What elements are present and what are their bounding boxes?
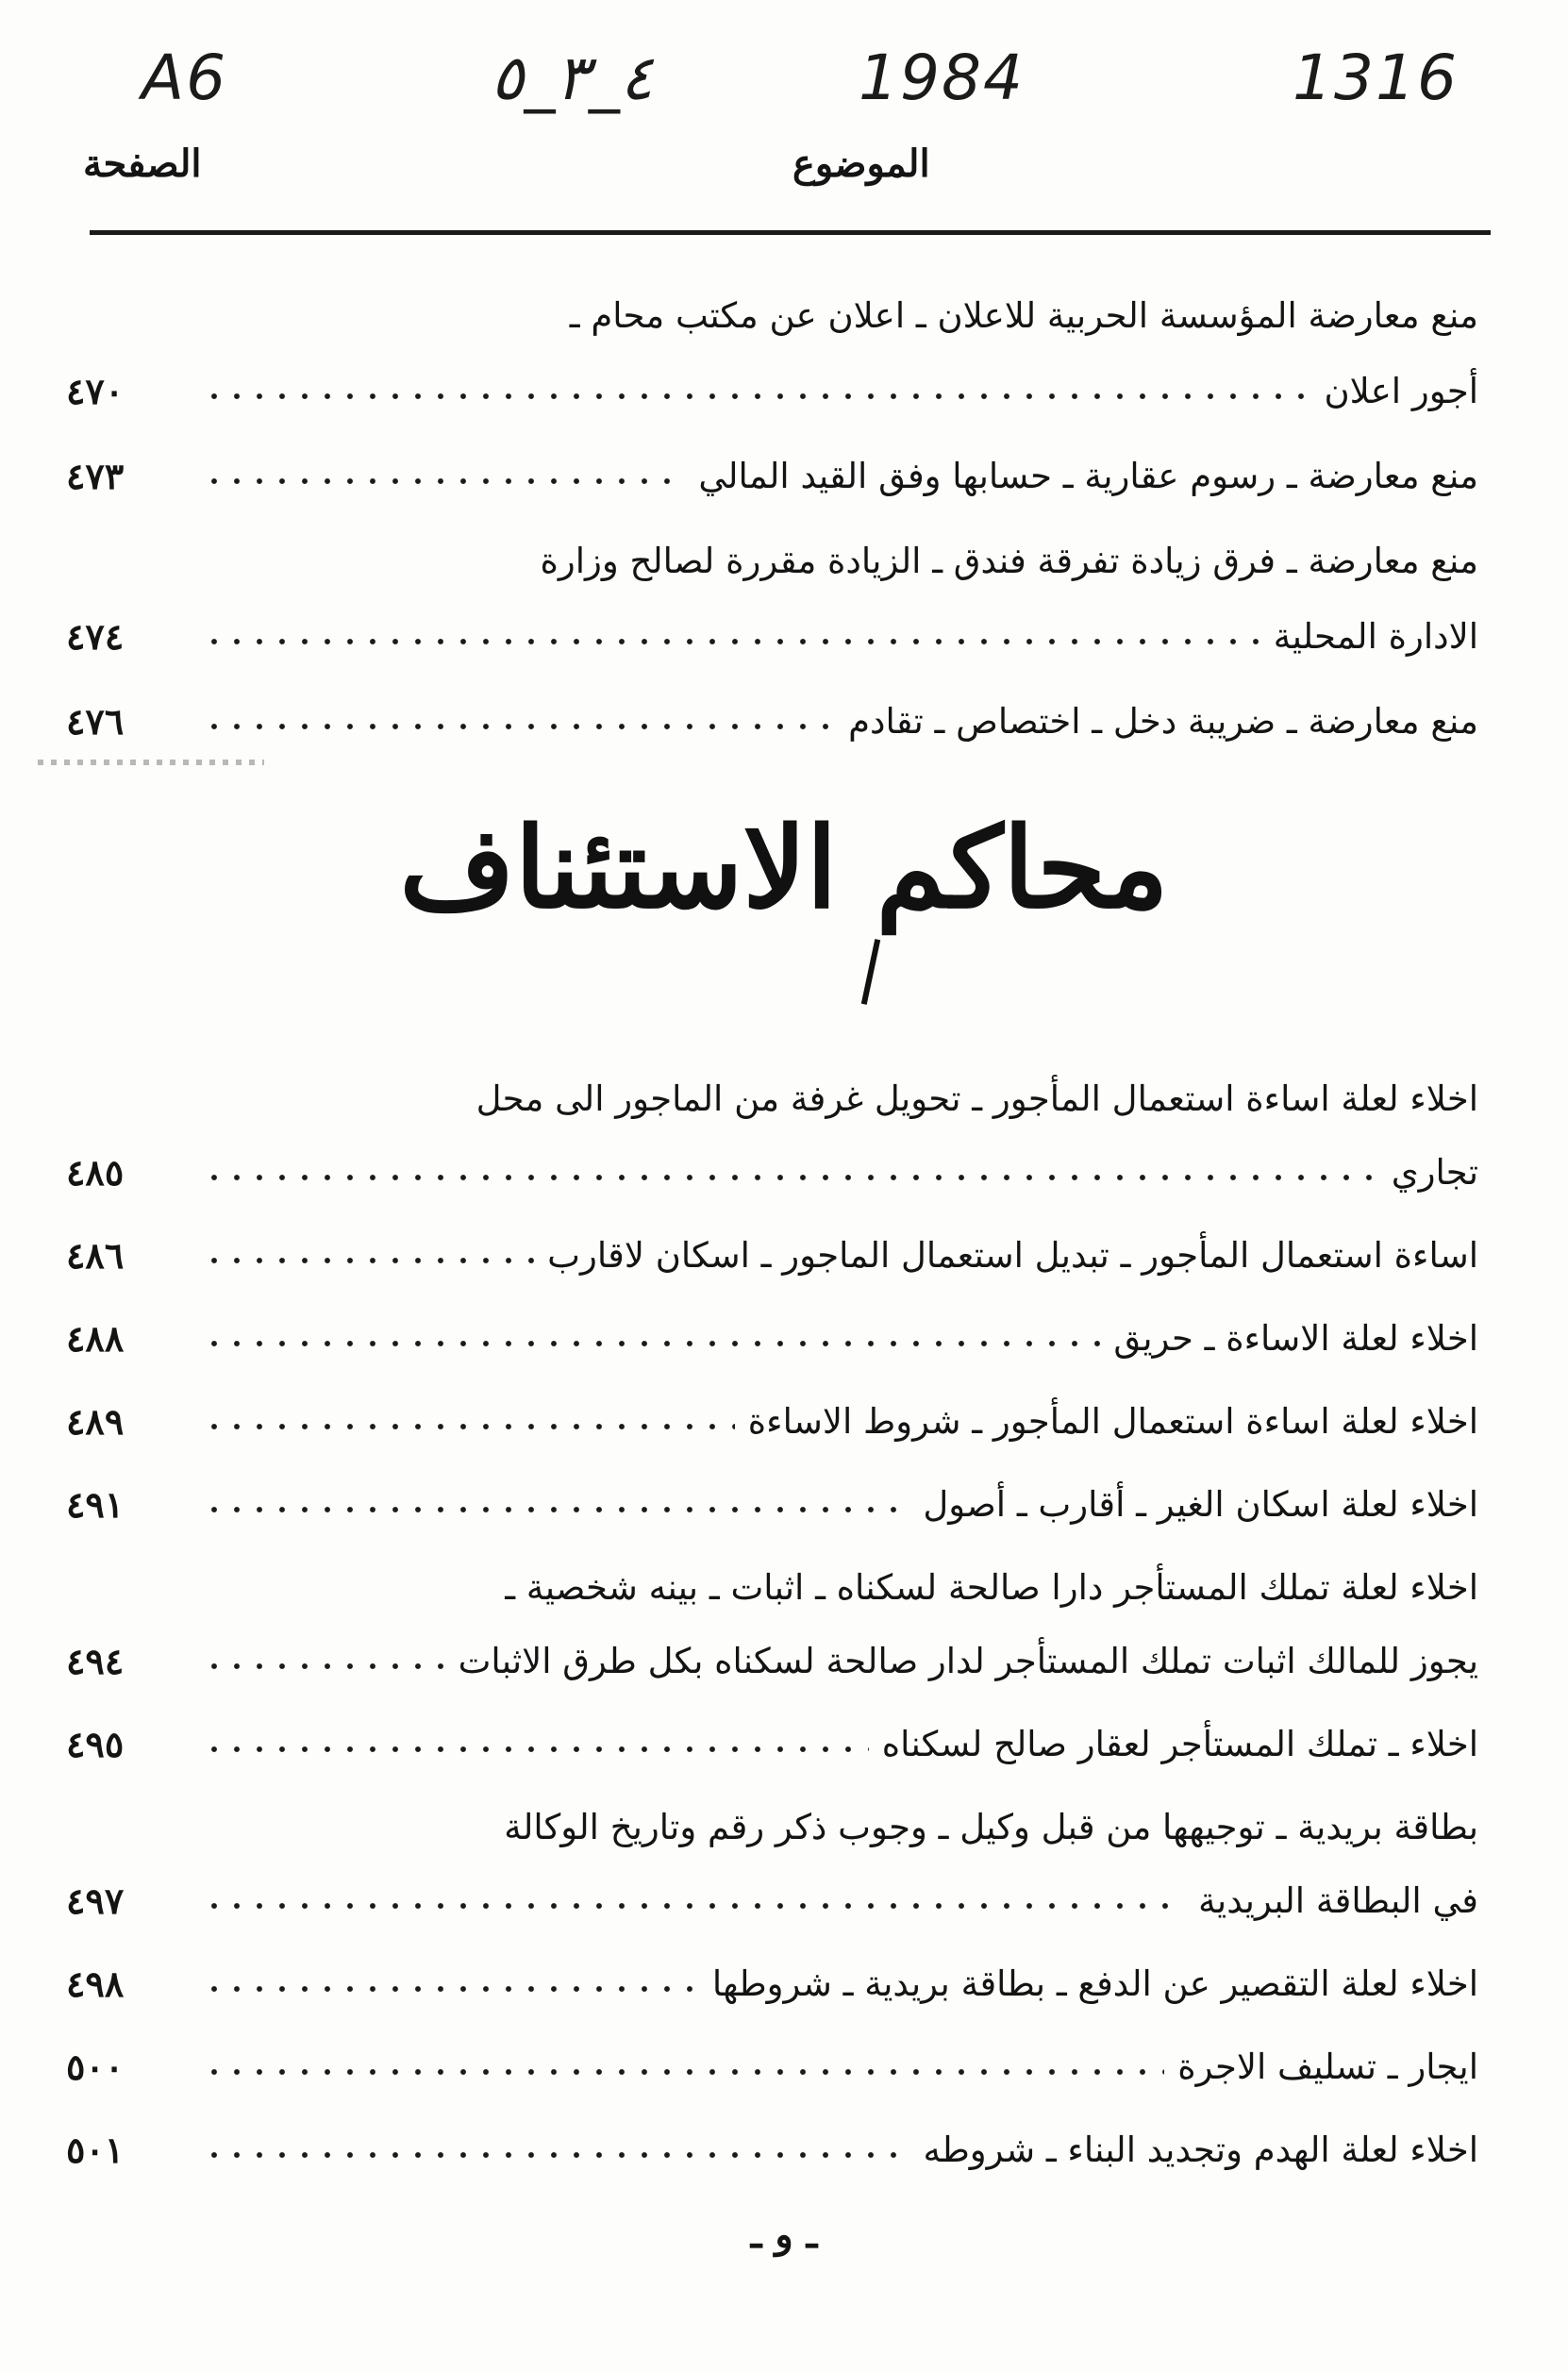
toc-entry-line	[0, 283, 1568, 349]
toc-entry-text: اخلاء لعلة اساءة استعمال المأجور ـ تحويل غرفة من الماجور الى محل	[475, 1078, 1478, 1119]
toc-page-number: ٤٨٨	[66, 1317, 125, 1360]
toc-page-number: ٤٩٨	[66, 1963, 125, 2005]
dot-leader	[203, 2068, 1164, 2076]
toc-entry-line	[0, 1306, 1568, 1372]
toc-entry-text: اخلاء لعلة الاساءة ـ حريق	[1113, 1318, 1478, 1359]
toc-entry-text: اخلاء لعلة تملك المستأجر دارا صالحة لسكناه ـ اثبات ـ بينه شخصية ـ	[505, 1567, 1478, 1608]
toc-page-number: ٤٩٧	[66, 1879, 125, 1922]
toc-entry-text: منع معارضة ـ ضريبة دخل ـ اختصاص ـ تقادم	[848, 701, 1478, 742]
toc-page-number: ٤٧٣	[66, 455, 125, 497]
toc-entry-line	[0, 1389, 1568, 1455]
toc-entry-line	[0, 1795, 1568, 1861]
toc-entry-text: ايجار ـ تسليف الاجرة	[1177, 2046, 1478, 2087]
toc-entry-text: في البطاقة البريدية	[1198, 1880, 1478, 1921]
toc-page-number: ٤٧٤	[66, 615, 125, 658]
toc-entry-line	[0, 359, 1568, 425]
dot-leader	[203, 2151, 910, 2159]
dot-leader	[203, 1257, 534, 1264]
dot-leader	[203, 1423, 735, 1430]
toc-entry-text: اخلاء لعلة التقصير عن الدفع ـ بطاقة بريدية ـ شروطها	[711, 1963, 1478, 2004]
dot-leader	[203, 1902, 1185, 1910]
toc-entry-line	[0, 1472, 1568, 1538]
page-column-header: الصفحة	[83, 142, 202, 186]
dot-leader	[203, 723, 835, 730]
toc-entry-line	[0, 604, 1568, 670]
toc-entry-text: اخلاء ـ تملك المستأجر لعقار صالح لسكناه	[881, 1724, 1478, 1764]
toc-entry-text: منع معارضة ـ فرق زيادة تفرقة فندق ـ الزيادة مقررة لصالح وزارة	[540, 541, 1478, 581]
toc-page-number: ٤٨٦	[66, 1234, 125, 1277]
toc-page-number: ٤٩٥	[66, 1723, 125, 1765]
toc-entry-line	[0, 1066, 1568, 1132]
toc-entry-line	[0, 528, 1568, 594]
toc-entry-text: منع معارضة المؤسسة الحربية للاعلان ـ اعلان عن مكتب محام ـ	[569, 295, 1478, 336]
toc-entry-line	[0, 1223, 1568, 1289]
toc-page-number: ٤٨٩	[66, 1400, 125, 1443]
toc-page-number: ٤٧٠	[66, 370, 125, 412]
toc-entry-line	[0, 1712, 1568, 1778]
dot-leader	[203, 1506, 909, 1513]
handwritten-code: A6	[142, 42, 228, 114]
toc-entry-text: اخلاء لعلة اسكان الغير ـ أقارب ـ أصول	[923, 1484, 1478, 1525]
toc-entry-text: اخلاء لعلة الهدم وتجديد البناء ـ شروطه	[923, 2130, 1478, 2170]
handwritten-date: ٤_٣_٥	[491, 42, 654, 114]
toc-entry-line	[0, 2034, 1568, 2100]
dot-leader	[203, 1174, 1378, 1181]
toc-entry-text: تجاري	[1391, 1152, 1478, 1193]
dot-leader	[203, 477, 685, 485]
dot-leader	[203, 1746, 869, 1753]
toc-entry-line	[0, 1629, 1568, 1695]
toc-page-number: ٤٨٥	[66, 1151, 125, 1194]
dot-leader	[203, 1985, 699, 1993]
dot-leader	[203, 1340, 1100, 1347]
toc-entry-line	[0, 1555, 1568, 1621]
topic-column-header: الموضوع	[792, 142, 930, 186]
title-flourish	[861, 939, 880, 1005]
toc-entry-text: منع معارضة ـ رسوم عقارية ـ حسابها وفق القيد المالي	[698, 456, 1478, 496]
dot-leader	[203, 1662, 445, 1670]
toc-entry-line	[0, 1951, 1568, 2017]
toc-entry-text: بطاقة بريدية ـ توجيهها من قبل وكيل ـ وجوب ذكر رقم وتاريخ الوكالة	[504, 1807, 1478, 1847]
toc-entry-text: اخلاء لعلة اساءة استعمال المأجور ـ شروط الاساءة	[747, 1401, 1478, 1442]
toc-page-number: ٤٩١	[66, 1483, 125, 1526]
dot-leader	[203, 393, 1310, 400]
toc-entry-line	[0, 689, 1568, 755]
toc-entry-line	[0, 443, 1568, 509]
handwritten-number: 1316	[1293, 42, 1459, 114]
handwritten-year: 1984	[859, 42, 1025, 114]
toc-entry-text: الادارة المحلية	[1273, 616, 1478, 657]
toc-page-number: ٤٩٤	[66, 1640, 125, 1682]
section-title: محاكم الاستئناف	[399, 802, 1169, 933]
dot-leader	[203, 638, 1260, 645]
toc-page-number: ٥٠١	[66, 2129, 125, 2171]
toc-entry-text: يجوز للمالك اثبات تملك المستأجر لدار صالحة لسكناه بكل طرق الاثبات	[458, 1641, 1478, 1681]
toc-page-number: ٤٧٦	[66, 700, 125, 743]
toc-entry-text: اساءة استعمال المأجور ـ تبديل استعمال الماجور ـ اسكان لاقارب	[547, 1235, 1478, 1276]
toc-entry-line	[0, 2117, 1568, 2183]
toc-entry-line	[0, 1140, 1568, 1206]
page-folio: ـ و ـ	[750, 2213, 818, 2257]
toc-page-number: ٥٠٠	[66, 2046, 125, 2088]
toc-entry-line	[0, 1868, 1568, 1934]
header-rule	[90, 230, 1491, 235]
toc-entry-text: أجور اعلان	[1324, 371, 1478, 411]
scan-smudge	[38, 760, 264, 765]
